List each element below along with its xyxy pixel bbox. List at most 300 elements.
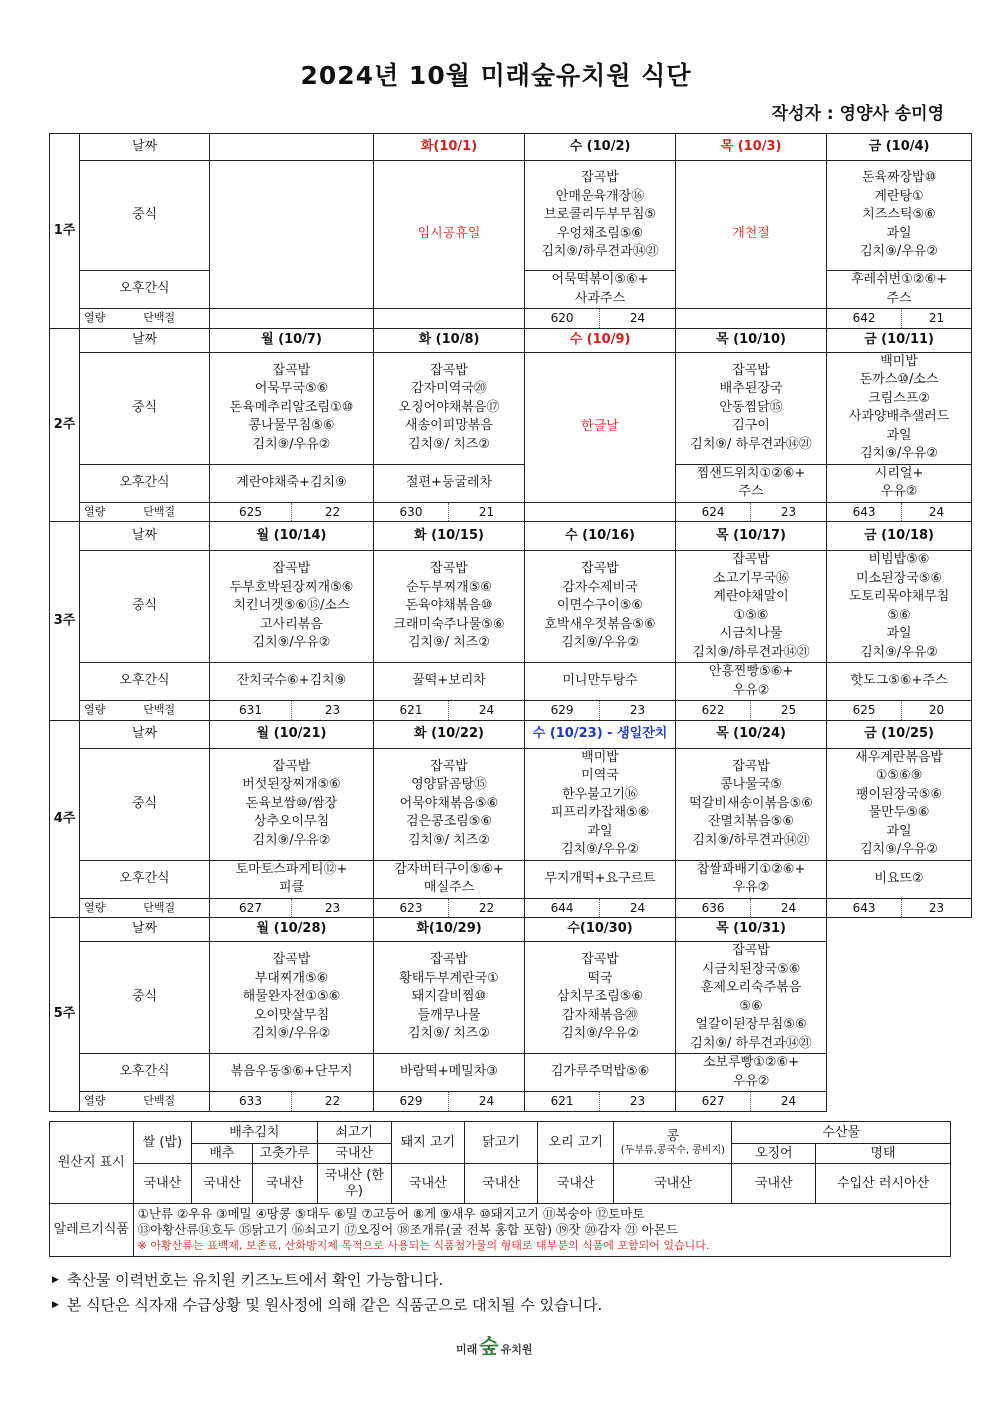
protein-label: 단백질 (110, 309, 210, 329)
energy-label: 열량 (80, 1092, 110, 1112)
energy-value: 625 (827, 701, 902, 721)
protein-value: 24 (600, 898, 676, 918)
day-header: 수 (10/9) (525, 328, 676, 352)
menu-line: 잡곡밥 (732, 552, 770, 567)
snack-menu-cell (525, 860, 676, 898)
snack-menu-cell (374, 663, 525, 701)
origin-squid-header: 오징어 (732, 1144, 816, 1164)
menu-line: 김치⑨/우유② (252, 436, 331, 452)
menu-line: 소고기무국⑯ (713, 570, 789, 586)
day-header: 금 (10/18) (827, 522, 972, 551)
menu-line: 영양닭곰탕⑮ (411, 777, 487, 793)
menu-line: 김치⑨/ 하루견과⑭㉑ (690, 1035, 812, 1051)
menu-line: 치즈스틱⑤⑥ (862, 207, 936, 223)
menu-line: 주스 (886, 290, 912, 306)
menu-line: 잔멸치볶음⑤⑥ (707, 814, 795, 830)
menu-line: 돼지갈비찜⑩ (411, 989, 487, 1005)
menu-line: 떡갈비새송이볶음⑤⑥ (689, 795, 813, 811)
menu-line: 도토리묵야채무침 (848, 589, 950, 604)
menu-line: 김치⑨/우유② (860, 244, 939, 260)
menu-line: 콩나물국⑤ (720, 777, 782, 793)
origin-rice-value: 국내산 (133, 1164, 192, 1204)
menu-line: ⑤⑥ (887, 607, 911, 623)
origin-pepper-header: 고춧가루 (252, 1144, 317, 1164)
snack-menu-cell (525, 663, 676, 701)
lunch-menu-cell (525, 551, 676, 663)
origin-label: 원산지 표시 (50, 1122, 134, 1204)
menu-line: 감자미역국⑳ (411, 381, 487, 397)
menu-line: ⑤⑥ (739, 998, 763, 1014)
origin-beef-subheader: 국내산 (317, 1144, 391, 1164)
lunch-label: 중식 (80, 942, 210, 1054)
day-header: 화 (10/15) (374, 522, 525, 551)
snack-menu-cell (210, 860, 374, 898)
snack-menu-cell (374, 1054, 525, 1092)
snack-label: 오후간식 (80, 464, 210, 502)
day-header: 수 (10/16) (525, 522, 676, 551)
menu-line: 새송이피망볶음 (405, 418, 493, 434)
origin-seafood-header: 수산물 (732, 1122, 951, 1144)
energy-value: 625 (210, 502, 292, 522)
menu-line: 잡곡밥 (430, 758, 468, 774)
blank-cell (525, 502, 676, 522)
day-header: 목 (10/17) (676, 522, 827, 551)
day-header: 수 (10/23) - 생일잔치 (525, 720, 676, 748)
protein-value: 23 (902, 898, 972, 918)
protein-value: 21 (902, 309, 972, 329)
snack-menu-cell (827, 860, 972, 898)
origin-bean-header: 콩 (두부류,콩국수, 콩비지) (614, 1122, 732, 1164)
menu-line: 두부호박된장찌개⑤⑥ (229, 579, 354, 595)
menu-line: 김구이 (732, 418, 770, 434)
protein-value: 25 (751, 701, 827, 721)
energy-value: 622 (676, 701, 751, 721)
menu-line: 미니만두탕수 (562, 673, 638, 689)
snack-label: 오후간식 (80, 271, 210, 309)
protein-value: 23 (751, 502, 827, 522)
snack-menu-cell (525, 271, 676, 309)
energy-value: 631 (210, 701, 292, 721)
lunch-menu-cell (374, 352, 525, 464)
menu-line: 잡곡밥 (272, 561, 311, 577)
menu-line: 오이맛살무침 (253, 1007, 330, 1023)
energy-label: 열량 (80, 898, 110, 918)
day-header: 월 (10/7) (210, 328, 374, 352)
protein-value: 23 (600, 701, 676, 721)
snack-label: 오후간식 (80, 860, 210, 898)
origin-chicken-header: 닭고기 (464, 1122, 537, 1164)
bullet-icon: ▶ (52, 1300, 59, 1310)
energy-value: 621 (525, 1092, 600, 1112)
menu-line: 들깨무나물 (417, 1007, 481, 1023)
origin-beef-header: 쇠고기 (317, 1122, 391, 1144)
menu-line: 과일 (886, 225, 912, 241)
energy-value: 620 (525, 309, 600, 329)
menu-line: 매실주스 (423, 880, 475, 895)
menu-line: 김치⑨/우유② (561, 842, 639, 857)
protein-value: 23 (292, 701, 374, 721)
lunch-menu-cell (525, 942, 676, 1054)
menu-line: 잡곡밥 (430, 952, 468, 968)
menu-line: 잡곡밥 (581, 952, 619, 968)
menu-line: 잡곡밥 (732, 943, 770, 958)
lunch-menu-cell (676, 551, 827, 663)
allergy-list (133, 1204, 950, 1257)
menu-line: 시금치된장국⑤⑥ (701, 961, 801, 977)
energy-value: 636 (676, 898, 751, 918)
menu-line: 계란야채말이 (713, 589, 789, 604)
menu-line: 김치⑨/우유② (252, 832, 331, 848)
menu-line: 돈육짜장밥⑩ (861, 170, 937, 186)
date-label: 날짜 (80, 522, 210, 551)
menu-line: 안흥찐빵⑤⑥+ (708, 664, 794, 679)
origin-pollock-value: 수입산 러시아산 (816, 1164, 951, 1204)
menu-line: 김치⑨/하루견과⑭㉑ (692, 832, 810, 848)
menu-line: 돈육메추리알조림①⑩ (229, 399, 354, 415)
menu-line: 한우불고기⑯ (562, 786, 638, 802)
snack-menu-cell (525, 1054, 676, 1092)
allergy-note: ※ 아황산류는 표백제, 보존료, 산화방지제 목적으로 사용되는 식품첨가물의 형태로 대부분의 식품에 포함되어 있습니다. (137, 1239, 710, 1252)
protein-value: 23 (292, 898, 374, 918)
snack-menu-cell (676, 663, 827, 701)
menu-line: 팽이된장국⑤⑥ (856, 786, 943, 802)
lunch-menu-cell (676, 942, 827, 1054)
origin-cabbage-value: 국내산 (192, 1164, 253, 1204)
author-line: 작성자 : 영양사 송미영 (771, 104, 944, 124)
origin-table (49, 1121, 951, 1257)
energy-value: 633 (210, 1092, 292, 1112)
week-label: 5주 (50, 918, 80, 1112)
menu-line: 김치⑨/ 치즈② (407, 832, 491, 848)
menu-line: 어묵야채볶음⑤⑥ (399, 795, 499, 811)
menu-line: 과일 (886, 427, 912, 443)
menu-line: 피프리카잡채⑤⑥ (550, 805, 650, 820)
blank-cell (374, 309, 525, 329)
protein-label: 단백질 (110, 1092, 210, 1112)
day-header: 수(10/30) (525, 918, 676, 942)
menu-line: ①⑤⑥ (733, 607, 769, 623)
lunch-label: 중식 (80, 161, 210, 271)
energy-value: 629 (525, 701, 600, 721)
menu-line: 물만두⑤⑥ (868, 805, 930, 820)
menu-line: 잡곡밥 (272, 952, 311, 968)
menu-line: 우유② (732, 682, 770, 698)
menu-line: 어묵떡볶이⑤⑥+ (551, 272, 649, 287)
menu-line: 사과양배추샐러드 (848, 409, 950, 424)
day-header: 월 (10/28) (210, 918, 374, 942)
menu-line: 크림스프② (868, 390, 930, 406)
menu-line: 잡곡밥 (732, 362, 770, 378)
menu-line: 절편+둥굴레차 (405, 474, 493, 490)
snack-menu-cell (827, 464, 972, 502)
menu-line: 계란야채죽+김치⑨ (236, 474, 347, 490)
lunch-label: 중식 (80, 352, 210, 464)
origin-pepper-value: 국내산 (252, 1164, 317, 1204)
menu-line: 고사리볶음 (260, 616, 323, 632)
lunch-menu-cell (210, 748, 374, 860)
protein-label: 단백질 (110, 701, 210, 721)
menu-line: 김치⑨/ 치즈② (407, 436, 491, 452)
menu-line: ①⑤⑥⑨ (875, 768, 923, 783)
origin-pollock-header: 명태 (816, 1144, 951, 1164)
day-header: 화(10/1) (374, 134, 525, 161)
menu-line: 브로콜리두부무침⑤ (543, 207, 657, 223)
date-label: 날짜 (80, 328, 210, 352)
energy-value: 643 (827, 502, 902, 522)
blank-cell (210, 134, 374, 161)
protein-value: 24 (449, 1092, 525, 1112)
day-header: 화(10/29) (374, 918, 525, 942)
lunch-menu-cell (210, 942, 374, 1054)
protein-label: 단백질 (110, 898, 210, 918)
menu-line: 안동찜닭⑮ (719, 399, 783, 415)
snack-menu-cell (827, 663, 972, 701)
allergy-label: 알레르기식품 (50, 1204, 134, 1257)
menu-line: 미역국 (581, 768, 619, 783)
snack-menu-cell (374, 860, 525, 898)
allergy-line-2: ⑬아황산류⑭호두 ⑮닭고기 ⑯쇠고기 ⑰오징어 ⑱조개류(굴 전복 홍합 포함) ⑲잣 ⑳감자 ㉑ 아몬드 (137, 1222, 678, 1237)
lunch-menu-cell (525, 161, 676, 271)
menu-line: 해물완자전①⑤⑥ (242, 989, 341, 1005)
snack-menu-cell (210, 464, 374, 502)
energy-value: 629 (374, 1092, 449, 1112)
menu-line: 찹쌀꽈배기①②⑥+ (696, 861, 806, 877)
origin-pork-header: 돼지 고기 (391, 1122, 464, 1164)
week-label: 2주 (50, 328, 80, 522)
menu-line: 얼갈이된장무침⑤⑥ (695, 1017, 807, 1032)
menu-line: 검은콩조림⑤⑥ (405, 814, 493, 830)
leaf-logo-icon: 숲 (479, 1334, 499, 1358)
day-header: 월 (10/21) (210, 720, 374, 748)
energy-value: 644 (525, 898, 600, 918)
menu-line: 우엉채조림⑤⑥ (556, 225, 644, 241)
kindergarten-logo: 미래 숲 유치원 (456, 1334, 533, 1358)
blank-cell (210, 161, 374, 309)
lunch-menu-cell (210, 352, 374, 464)
menu-line: 떡국 (587, 970, 613, 986)
holiday-cell: 개천절 (676, 161, 827, 309)
date-label: 날짜 (80, 918, 210, 942)
snack-menu-cell (676, 860, 827, 898)
menu-line: 크래미숙주나물⑤⑥ (393, 616, 505, 632)
menu-line: 이면수구이⑤⑥ (556, 598, 644, 614)
menu-line: 콩나물무침⑤⑥ (248, 418, 335, 434)
snack-menu-cell (210, 663, 374, 701)
energy-value: 642 (827, 309, 902, 329)
menu-line: 후레쉬번①②⑥+ (851, 272, 948, 287)
menu-line: 계란탕① (874, 188, 924, 204)
menu-line: 시리얼+ (874, 465, 924, 481)
blank-cell (827, 918, 972, 1112)
protein-value: 20 (902, 701, 972, 721)
menu-line: 우유② (880, 484, 918, 499)
day-header: 화 (10/8) (374, 328, 525, 352)
menu-line: 우유② (732, 880, 770, 895)
menu-line: 치킨너겟⑤⑥⑮/소스 (233, 598, 350, 614)
menu-line: 김가루주먹밥⑤⑥ (550, 1064, 650, 1080)
menu-line: 과일 (886, 823, 912, 839)
origin-chicken-value: 국내산 (464, 1164, 537, 1204)
origin-kimchi-header: 배추김치 (192, 1122, 317, 1144)
menu-line: 돈육보쌈⑩/쌈장 (245, 795, 338, 811)
menu-line: 김치⑨/ 치즈② (407, 1026, 491, 1042)
menu-line: 시금치나물 (719, 626, 783, 641)
origin-bean-value: 국내산 (614, 1164, 732, 1204)
lunch-menu-cell (525, 748, 676, 860)
origin-duck-header: 오리 고기 (538, 1122, 614, 1164)
lunch-menu-cell (827, 748, 972, 860)
menu-line: 김치⑨/하루견과⑭㉑ (692, 644, 810, 660)
energy-label: 열량 (80, 309, 110, 329)
menu-line: 찜샌드위치①②⑥+ (696, 465, 806, 481)
day-header: 목 (10/3) (676, 134, 827, 161)
lunch-menu-cell (676, 352, 827, 464)
energy-value: 627 (676, 1092, 751, 1112)
menu-line: 바람떡+메밀차③ (400, 1064, 498, 1080)
lunch-menu-cell (374, 748, 525, 860)
lunch-label: 중식 (80, 551, 210, 663)
lunch-menu-cell (374, 551, 525, 663)
notes (52, 1268, 602, 1318)
week-label: 4주 (50, 720, 80, 918)
menu-line: 김치⑨/우유② (252, 635, 331, 651)
energy-value: 630 (374, 502, 449, 522)
snack-label: 오후간식 (80, 1054, 210, 1092)
lunch-menu-cell (210, 551, 374, 663)
menu-line: 김치⑨/우유② (860, 644, 939, 660)
protein-value: 21 (449, 502, 525, 522)
day-header: 수 (10/2) (525, 134, 676, 161)
menu-line: 비빔밥⑤⑥ (868, 552, 930, 567)
origin-pork-value: 국내산 (391, 1164, 464, 1204)
date-label: 날짜 (80, 134, 210, 161)
day-header: 월 (10/14) (210, 522, 374, 551)
energy-label: 열량 (80, 701, 110, 721)
snack-label: 오후간식 (80, 663, 210, 701)
menu-line: 배추된장국 (719, 381, 783, 397)
day-header: 금 (10/25) (827, 720, 972, 748)
origin-rice-header: 쌀 (밥) (133, 1122, 192, 1164)
menu-line: 백미밥 (880, 353, 918, 369)
origin-squid-value: 국내산 (732, 1164, 816, 1204)
menu-line: 볶음우동⑤⑥+단무지 (230, 1064, 353, 1080)
menu-line: 잡곡밥 (581, 170, 619, 186)
protein-value: 24 (751, 1092, 827, 1112)
menu-line: 버섯된장찌개⑤⑥ (242, 777, 341, 793)
menu-line: 돈까스⑩/소스 (859, 372, 939, 387)
week-label: 1주 (50, 134, 80, 329)
menu-line: 김치⑨/우유② (252, 1026, 331, 1042)
menu-line: 사과주스 (574, 290, 626, 306)
snack-menu-cell (374, 464, 525, 502)
energy-value: 643 (827, 898, 902, 918)
snack-menu-cell (210, 1054, 374, 1092)
menu-line: 우유② (732, 1073, 770, 1089)
menu-line: 새우계란볶음밥 (855, 749, 943, 765)
menu-line: 주스 (738, 484, 764, 499)
protein-value: 24 (902, 502, 972, 522)
menu-line: 김치⑨/우유② (561, 1026, 639, 1042)
menu-line: 과일 (886, 626, 912, 641)
menu-line: 호박새우젓볶음⑤⑥ (544, 616, 656, 632)
day-header: 금 (10/4) (827, 134, 972, 161)
energy-value: 621 (374, 701, 449, 721)
menu-line: 미소된장국⑤⑥ (856, 570, 943, 586)
protein-value: 24 (751, 898, 827, 918)
menu-line: 김치⑨/ 치즈② (407, 635, 491, 651)
day-header: 화 (10/22) (374, 720, 525, 748)
holiday-cell: 임시공휴일 (374, 161, 525, 309)
menu-line: 잡곡밥 (272, 362, 311, 378)
menu-line: 토마토스파게티⑫+ (235, 861, 348, 877)
menu-line: 비요뜨② (874, 870, 924, 886)
menu-line: 백미밥 (581, 749, 619, 765)
page-title: 2024년 10월 미래숲유치원 식단 (300, 61, 692, 90)
menu-line: 소보루빵①②⑥+ (702, 1055, 800, 1070)
lunch-menu-cell (827, 352, 972, 464)
energy-value: 623 (374, 898, 449, 918)
menu-line: 과일 (587, 823, 613, 839)
week-label: 3주 (50, 522, 80, 721)
protein-value: 22 (292, 1092, 374, 1112)
origin-beef-value: 국내산 (한우) (317, 1164, 391, 1204)
lunch-menu-cell (827, 551, 972, 663)
energy-value: 627 (210, 898, 292, 918)
snack-menu-cell (676, 464, 827, 502)
menu-line: 피클 (278, 880, 305, 895)
lunch-menu-cell (827, 161, 972, 271)
menu-line: 꿀떡+보리차 (412, 673, 486, 689)
protein-value: 22 (292, 502, 374, 522)
menu-line: 감자수제비국 (562, 579, 638, 595)
protein-value: 24 (600, 309, 676, 329)
menu-line: 잡곡밥 (430, 362, 468, 378)
day-header: 목 (10/24) (676, 720, 827, 748)
energy-value: 624 (676, 502, 751, 522)
menu-line: 김치⑨/ 하루견과⑭㉑ (690, 436, 812, 452)
menu-line: 황태두부계란국① (399, 970, 499, 986)
energy-label: 열량 (80, 502, 110, 522)
menu-line: 김치⑨/하루견과⑭㉑ (541, 244, 659, 260)
menu-line: 무지개떡+요구르트 (544, 870, 656, 886)
menu-line: 부대찌개⑤⑥ (254, 970, 329, 986)
menu-table (49, 133, 972, 1112)
snack-menu-cell (827, 271, 972, 309)
day-header: 목 (10/10) (676, 328, 827, 352)
note-item: ▶ 축산물 이력번호는 유치원 키즈노트에서 확인 가능합니다. (52, 1271, 444, 1289)
snack-menu-cell (676, 1054, 827, 1092)
protein-value: 24 (449, 701, 525, 721)
blank-cell (210, 309, 374, 329)
menu-line: 잡곡밥 (430, 561, 468, 577)
protein-label: 단백질 (110, 502, 210, 522)
lunch-menu-cell (374, 942, 525, 1054)
menu-line: 훈제오리숙주볶음 (700, 980, 802, 995)
origin-duck-value: 국내산 (538, 1164, 614, 1204)
holiday-cell: 한글날 (525, 352, 676, 502)
blank-cell (676, 309, 827, 329)
menu-line: 핫도그⑤⑥+주스 (850, 673, 948, 689)
day-header: 금 (10/11) (827, 328, 972, 352)
origin-cabbage-header: 배추 (192, 1144, 253, 1164)
menu-line: 어묵무국⑤⑥ (254, 381, 329, 397)
note-item: ▶ 본 식단은 식자재 수급상황 및 원사정에 의해 같은 식품군으로 대치될 수 있습니다. (52, 1296, 603, 1314)
menu-line: 잡곡밥 (272, 758, 311, 774)
menu-line: 돈육야채볶음⑩ (405, 598, 493, 614)
menu-line: 감자버터구이⑤⑥+ (394, 861, 504, 877)
menu-line: 김치⑨/우유② (860, 446, 939, 461)
bullet-icon: ▶ (52, 1275, 59, 1285)
